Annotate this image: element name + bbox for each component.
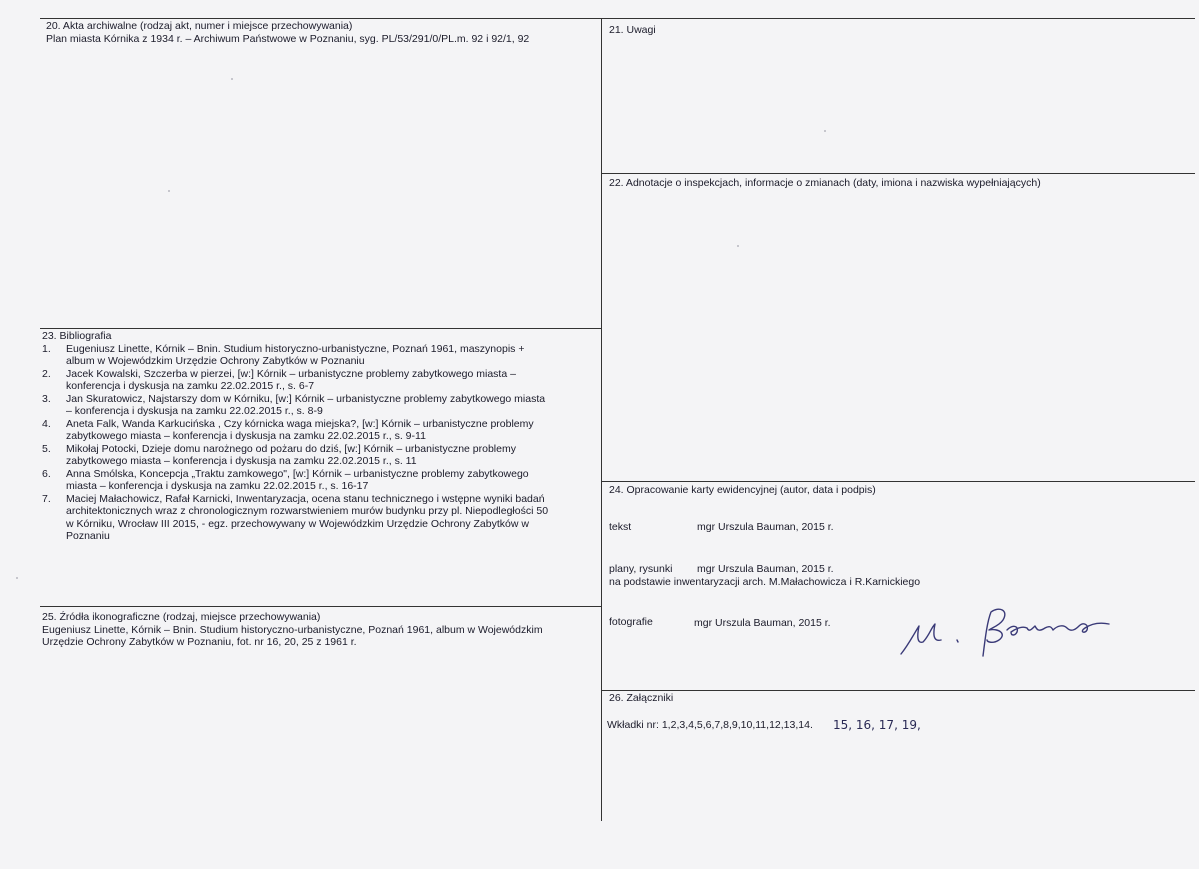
rule-22-24 (602, 481, 1195, 482)
section-26-attachments (609, 692, 673, 705)
bibliography-list (42, 343, 597, 543)
tekst-value: mgr Urszula Bauman, 2015 r. (697, 521, 834, 533)
bibliography-item: 2. Jacek Kowalski, Szczerba w pierzei, [w:] Kórnik – urbanistyczne problemy zabytkowego miasta – konferencja i dyskusja na zamku 22.02.2015 r., s. 6-7 (42, 367, 516, 392)
wkladki-handwritten: 15, 16, 17, 19, (833, 718, 921, 732)
bibliography-item: 7. Maciej Małachowicz, Rafał Karnicki, Inwentaryzacja, ocena stanu technicznego i wstępne wyniki badań architektonicznych wraz z chronologicznym rozwarstwieniem murów budynku przy pl. Niepodległości 50 w Kórniku, Wrocław III 2015, - egz. przechowywany w Wojewódzkim Urzędzie Ochrony Zabytków w Poznaniu (42, 492, 549, 542)
plany-label: plany, rysunki (609, 563, 673, 575)
section-21-remarks (609, 24, 656, 37)
section-25-line: Urzędzie Ochrony Zabytków w Poznaniu, fot. nr 16, 20, 25 z 1961 r. (42, 636, 357, 648)
section-21-heading: 21. Uwagi (609, 24, 656, 36)
bibliography-item: 6. Anna Smólska, Koncepcja „Traktu zamkowego", [w:] Kórnik – urbanistyczne problemy zabytkowego miasta – konferencja i dyskusja na zamku 22.02.2015 r., s. 16-17 (42, 467, 529, 492)
section-22-inspections (609, 177, 1041, 190)
bibliography-item: 3. Jan Skuratowicz, Najstarszy dom w Kórniku, [w:] Kórnik – urbanistyczne problemy zabytkowego miasta – konferencja i dyskusja na zamku 22.02.2015 r., s. 8-9 (42, 392, 546, 417)
plany-value: mgr Urszula Bauman, 2015 r. (697, 563, 834, 575)
paper-speck (168, 190, 170, 192)
plany-note: na podstawie inwentaryzacji arch. M.Małachowicza i R.Karnickiego (609, 576, 921, 588)
paper-speck (737, 245, 739, 247)
bibliography-item: 1. Eugeniusz Linette, Kórnik – Bnin. Studium historyczno-urbanistyczne, Poznań 1961, maszynopis + album w Wojewódzkim Urzędzie Ochrony Zabytków w Poznaniu (42, 342, 525, 367)
section-25-heading: 25. Źródła ikonograficzne (rodzaj, miejsce przechowywania) (42, 611, 321, 623)
section-20-archival-records (46, 20, 596, 45)
fotografie-value: mgr Urszula Bauman, 2015 r. (694, 617, 831, 629)
bibliography-item: 4. Aneta Falk, Wanda Karkucińska , Czy kórnicka waga miejska?, [w:] Kórnik – urbanistyczne problemy zabytkowego miasta – konferencja i dyskusja na zamku 22.02.2015 r., s. 9-11 (42, 417, 534, 442)
section-23-heading: 23. Bibliografia (42, 330, 112, 342)
rule-21-22 (602, 173, 1195, 174)
bibliography-item: 5. Mikołaj Potocki, Dzieje domu narożnego od pożaru do dziś, [w:] Kórnik – urbanistyczne problemy zabytkowego miasta – konferencja i dyskusja na zamku 22.02.2015 r., s. 11 (42, 442, 516, 467)
rule-20-23 (40, 328, 601, 329)
paper-speck (16, 577, 18, 579)
section-20-body: Plan miasta Kórnika z 1934 r. – Archiwum Państwowe w Poznaniu, syg. PL/53/291/0/PL.m. 92 i 92/1, 92 (46, 32, 530, 45)
vertical-divider (601, 18, 602, 821)
section-24-heading: 24. Opracowanie karty ewidencyjnej (autor, data i podpis) (609, 484, 876, 496)
fotografie-label: fotografie (609, 616, 653, 628)
tekst-label: tekst (609, 521, 632, 533)
section-20-heading: 20. Akta archiwalne (rodzaj akt, numer i miejsce przechowywania) (46, 20, 353, 32)
paper-speck (231, 78, 233, 80)
section-25-iconographic-sources (42, 611, 597, 649)
section-26-heading: 26. Załączniki (609, 692, 674, 704)
section-23-bibliography (42, 330, 597, 543)
wkladki-printed: Wkładki nr: 1,2,3,4,5,6,7,8,9,10,11,12,13,14. (607, 719, 813, 731)
top-rule (40, 18, 1195, 19)
signature-image (895, 600, 1135, 660)
rule-24-26 (602, 690, 1195, 691)
section-25-line: Eugeniusz Linette, Kórnik – Bnin. Studium historyczno-urbanistyczne, Poznań 1961, album w Wojewódzkim (42, 623, 543, 636)
paper-speck (824, 130, 826, 132)
section-22-heading: 22. Adnotacje o inspekcjach, informacje o zmianach (daty, imiona i nazwiska wypełniających) (609, 177, 1041, 189)
rule-23-25 (40, 606, 601, 607)
section-24-card-author (609, 484, 876, 497)
